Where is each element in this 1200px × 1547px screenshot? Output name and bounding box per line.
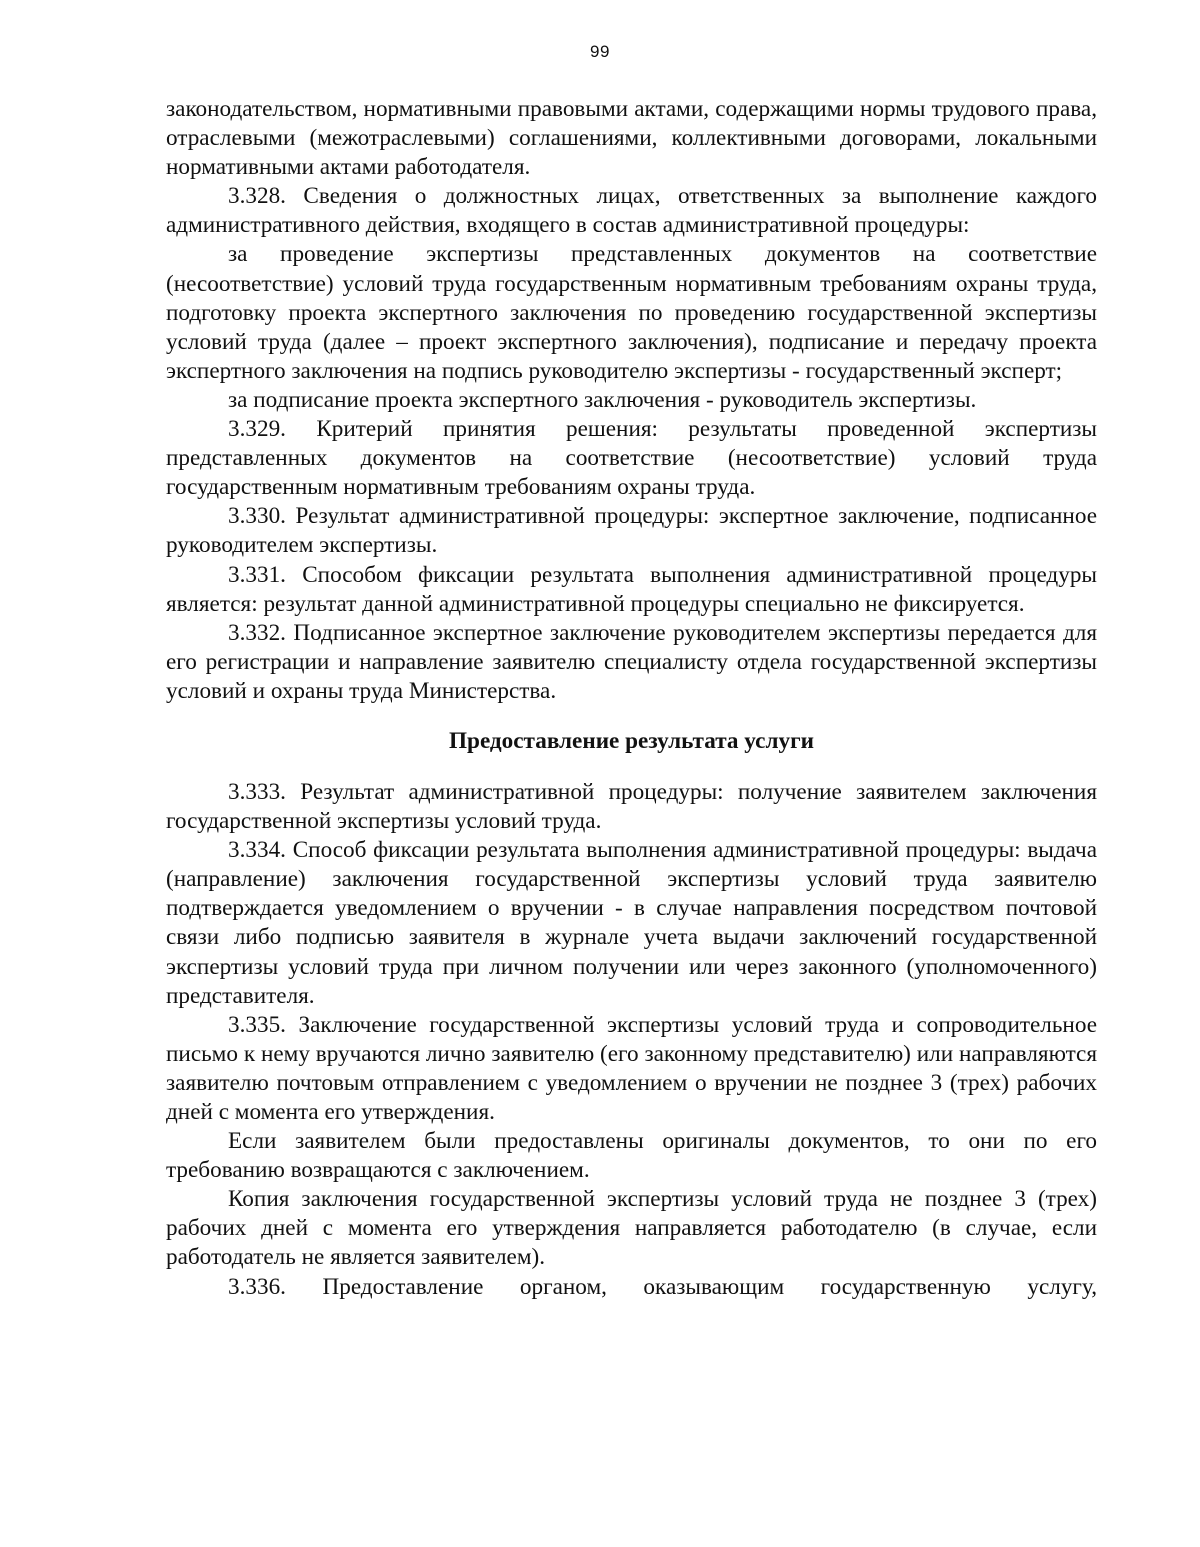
paragraph-expert-duties: за проведение экспертизы представленных документов на соответствие (несоответствие) условий труда государственным нормативным требованиям охраны труда, подготовку проекта экспертного заключения по проведению государственной экспертизы условий труда (далее – проект экспертного заключения), подписание и передачу проекта экспертного заключения на подпись руководителю экспертизы - государственный эксперт; <box>166 241 1097 384</box>
paragraph-3-329: 3.329. Критерий принятия решения: результаты проведенной экспертизы представленных документов на соответствие (несоответствие) условий труда государственным нормативным требованиям охраны труда. <box>166 416 1097 501</box>
paragraph-originals-returned: Если заявителем были предоставлены оригиналы документов, то они по его требованию возвращаются с заключением. <box>166 1128 1097 1184</box>
paragraph-3-336: 3.336. Предоставление органом, оказывающим государственную услугу, <box>228 1273 1097 1300</box>
page-number: 99 <box>590 42 610 61</box>
paragraph-3-331: 3.331. Способом фиксации результата выполнения административной процедуры является: результат данной административной процедуры специально не фиксируется. <box>166 561 1097 617</box>
paragraph-signing-duty: за подписание проекта экспертного заключения - руководитель экспертизы. <box>228 386 977 413</box>
paragraph-3-333: 3.333. Результат административной процедуры: получение заявителем заключения государственной экспертизы условий труда. <box>166 778 1097 835</box>
section-heading: Предоставление результата услуги <box>449 727 814 754</box>
paragraph-copy-to-employer: Копия заключения государственной экспертизы условий труда не позднее 3 (трех) рабочих дней с момента его утверждения направляется работодателю (в случае, если работодатель не является заявителем). <box>166 1186 1097 1271</box>
paragraph-3-328: 3.328. Сведения о должностных лицах, ответственных за выполнение каждого административного действия, входящего в состав административной процедуры: <box>166 183 1097 239</box>
paragraph-3-332: 3.332. Подписанное экспертное заключение руководителем экспертизы передается для его регистрации и направление заявителю специалисту отдела государственной экспертизы условий и охраны труда Министерства. <box>166 619 1097 704</box>
document-body <box>166 95 1097 1302</box>
paragraph-3-334: 3.334. Способ фиксации результата выполнения административной процедуры: выдача (направление) заключения государственной экспертизы условий труда заявителю подтверждается уведомлением о вручении - в случае направления посредством почтовой связи либо подписью заявителя в журнале учета выдачи заключений государственной экспертизы условий труда при личном получении или через законного (уполномоченного) представителя. <box>166 837 1097 1009</box>
paragraph-3-335: 3.335. Заключение государственной экспертизы условий труда и сопроводительное письмо к нему вручаются лично заявителю (его законному представителю) или направляются заявителю почтовым отправлением с уведомлением о вручении не позднее 3 (трех) рабочих дней с момента его утверждения. <box>166 1011 1097 1125</box>
paragraph-continuation: законодательством, нормативными правовыми актами, содержащими нормы трудового права, отраслевыми (межотраслевыми) соглашениями, коллективными договорами, локальными нормативными актами работодателя. <box>166 96 1097 181</box>
paragraph-3-330: 3.330. Результат административной процедуры: экспертное заключение, подписанное руководителем экспертизы. <box>166 503 1097 559</box>
